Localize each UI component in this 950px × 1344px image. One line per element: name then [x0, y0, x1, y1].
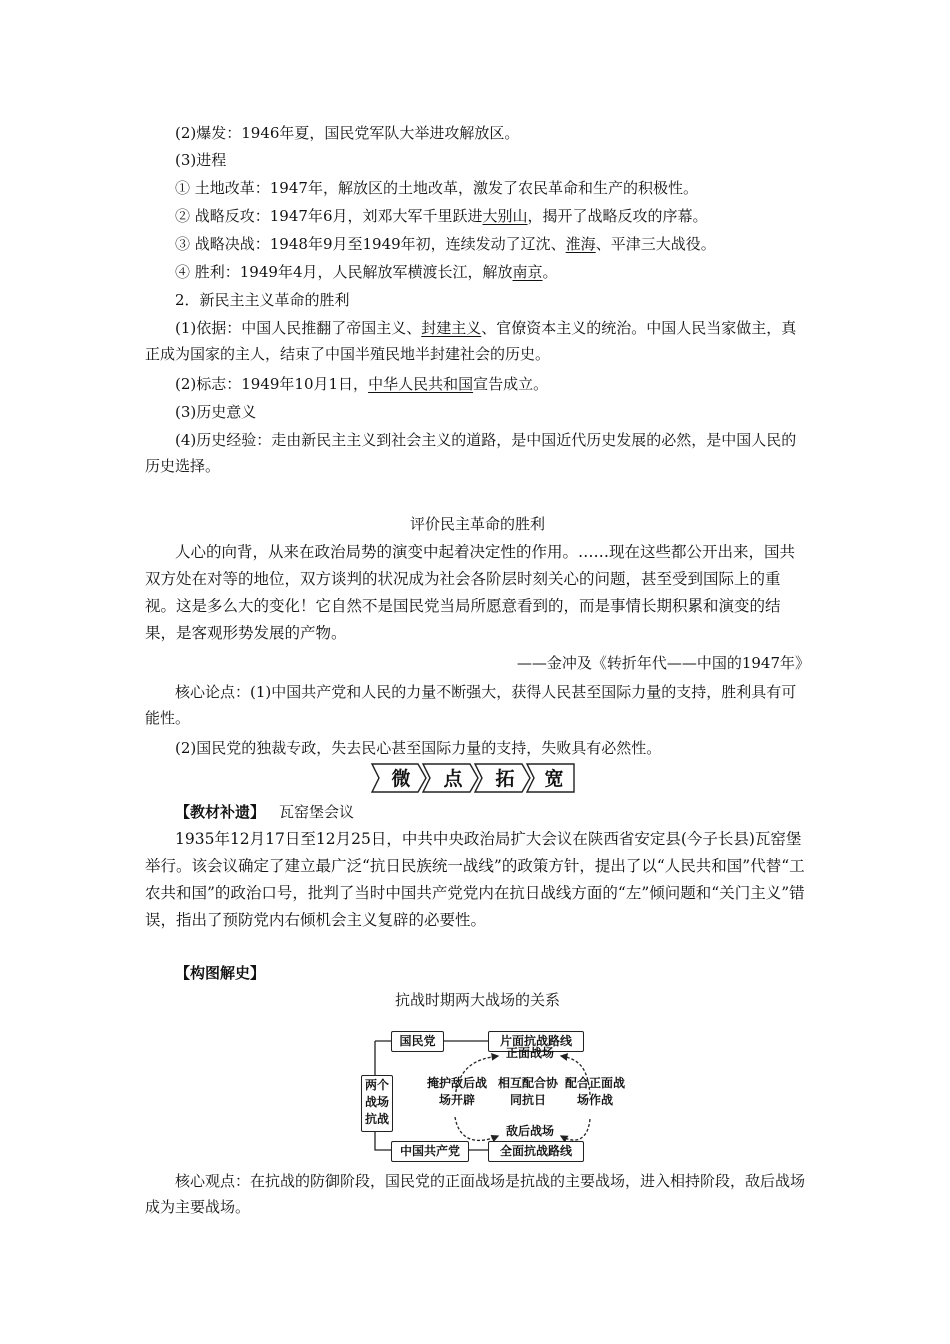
- ccp-box: 中国共产党: [391, 1141, 469, 1162]
- text-line-significance: (3)历史意义: [175, 403, 257, 421]
- quote-source: ——金冲及《转折年代——中国的1947年》: [516, 654, 810, 672]
- text-segment: 宣告成立。: [473, 375, 549, 393]
- text-segment: (1)依据：中国人民推翻了帝国主义、: [175, 319, 422, 337]
- cooperate-label: 相互配合协同抗日: [498, 1076, 559, 1107]
- full-line-box: 全面抗战路线: [488, 1141, 584, 1162]
- underlined-term: 大别山: [482, 207, 528, 225]
- paragraph-basis: [145, 315, 810, 367]
- core-argument-2: (2)国民党的独裁专政，失去民心甚至国际力量的支持，失败具有必然性。: [175, 739, 662, 757]
- supplement-paragraph: 1935年12月17日至12月25日，中共中央政治局扩大会议在陕西省安定县(今子长县)瓦窑堡举行。该会议确定了建立最广泛“抗日民族统一战线”的政策方针，提出了以“人民共和国”代替“工农共和国”的政治口号，批判了当时中国共产党党内在抗日战线方面的“左”倾问题和“关门主义”错误，指出了预防党内右倾机会主义复辟的必要性。: [145, 830, 805, 929]
- support-front-label: 配合正面战场作战: [565, 1076, 626, 1107]
- two-battlefields-box: 两个战场抗战: [361, 1075, 393, 1132]
- underlined-term: 中华人民共和国: [368, 375, 474, 393]
- text-line-victory: [175, 259, 558, 285]
- front-battlefield-label: 正面战场: [505, 1046, 554, 1060]
- supplement-tag: 【教材补遗】: [175, 803, 266, 821]
- text-segment: ④ 胜利：1949年4月，人民解放军横渡长江，解放: [175, 263, 513, 281]
- diagram-tag: 【构图解史】: [175, 964, 266, 982]
- supplement-title: 瓦窑堡会议: [279, 803, 355, 821]
- underlined-term: 封建主义: [421, 319, 482, 337]
- core-argument-1: 核心论点：(1)中国共产党和人民的力量不断强大，获得人民甚至国际力量的支持，胜利具有可能性。: [145, 683, 797, 727]
- rear-battlefield-label: 敌后战场: [505, 1124, 554, 1138]
- text-segment: ，揭开了战略反攻的序幕。: [527, 207, 708, 225]
- core-viewpoint: 核心观点：在抗战的防御阶段，国民党的正面战场是抗战的主要战场，进入相持阶段，敌后战场成为主要战场。: [145, 1172, 806, 1216]
- text-segment: 、官僚资本主义的统治。中国人民当家做主，真正成为国家的主人，结束了中国半殖民地半封建社会的历史。: [145, 319, 797, 363]
- underlined-term: 淮海: [565, 235, 596, 253]
- diagram-title: 抗战时期两大战场的关系: [394, 991, 560, 1009]
- text-line-sign: [175, 371, 548, 397]
- banner-char: 微: [391, 768, 411, 790]
- section-title: 评价民主革命的胜利: [409, 515, 545, 533]
- text-segment: 。: [542, 263, 558, 281]
- battlefield-diagram: [355, 1027, 626, 1164]
- banner-char: 点: [443, 768, 463, 790]
- text-line-process: (3)进程: [175, 151, 227, 169]
- partial-line-box: 片面抗战路线: [488, 1031, 584, 1052]
- paragraph-experience: (4)历史经验：走由新民主主义到社会主义的道路，是中国近代历史发展的必然，是中国人民的历史选择。: [145, 431, 797, 475]
- kmt-box: 国民党: [391, 1031, 444, 1052]
- text-line-land-reform: ① 土地改革：1947年，解放区的土地改革，激发了农民革命和生产的积极性。: [175, 179, 698, 197]
- cover-rear-label: 掩护敌后战场开辟: [427, 1076, 488, 1107]
- quote-paragraph: 人心的向背，从来在政治局势的演变中起着决定性的作用。……现在这些都公开出来，国共双方处在对等的地位，双方谈判的状况成为社会各阶层时刻关心的问题，甚至受到国际上的重视。这是多么大的变化！它自然不是国民党当局所愿意看到的，而是事情长期积累和演变的结果，是客观形势发展的产物。: [145, 543, 796, 642]
- banner-char: 拓: [495, 768, 515, 790]
- micro-point-banner: [370, 761, 580, 795]
- text-line-decisive: [175, 231, 716, 257]
- supplement-heading: [175, 799, 354, 825]
- underlined-term: 南京: [512, 263, 543, 281]
- text-segment: (2)标志：1949年10月1日，: [175, 375, 369, 393]
- text-segment: 、平津三大战役。: [595, 235, 716, 253]
- section-heading: 2．新民主主义革命的胜利: [175, 291, 350, 309]
- text-segment: ③ 战略决战：1948年9月至1949年初，连续发动了辽沈、: [175, 235, 566, 253]
- text-segment: ② 战略反攻：1947年6月，刘邓大军千里跃进: [175, 207, 483, 225]
- banner-char: 宽: [544, 768, 564, 790]
- text-line-counteroffensive: [175, 203, 708, 229]
- text-line-outbreak: (2)爆发：1946年夏，国民党军队大举进攻解放区。: [175, 124, 520, 142]
